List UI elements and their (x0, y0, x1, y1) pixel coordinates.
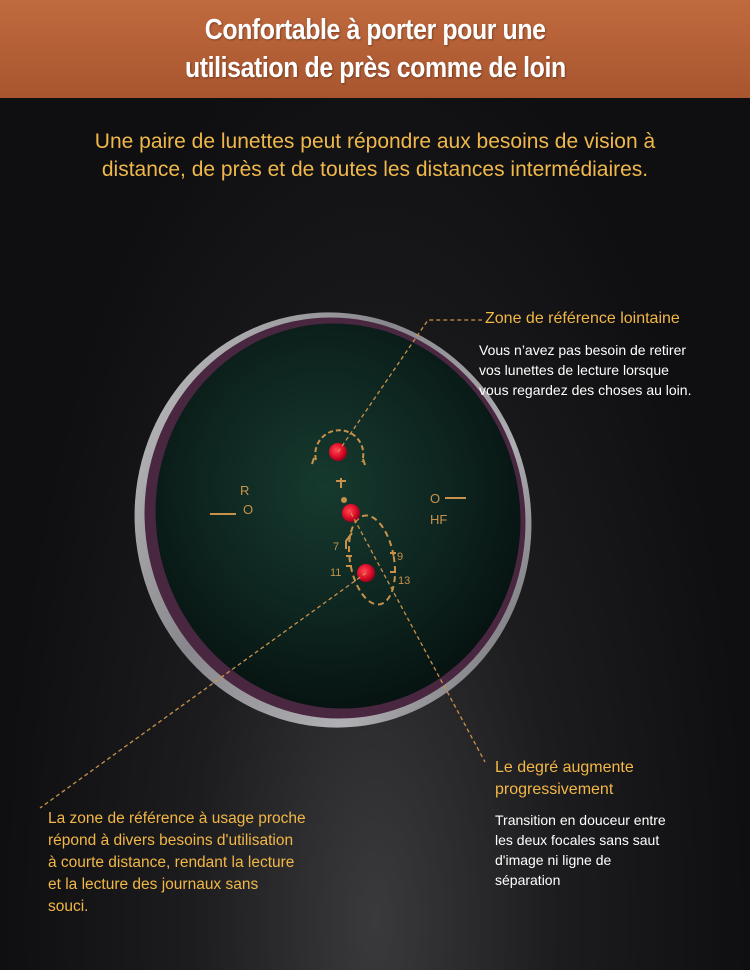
left-letter-r: R (240, 483, 250, 498)
progressive-line-2: les deux focales sans saut (495, 832, 660, 848)
near-zone-line-5: souci. (48, 898, 89, 915)
progressive-line-1: Transition en douceur entre (495, 812, 666, 828)
far-zone-line-1: Vous n’avez pas besoin de retirer (479, 342, 687, 358)
progressive-line-3: d'image ni ligne de (495, 852, 612, 868)
far-zone-line-3: vous regardez des choses au loin. (479, 382, 692, 398)
center-dot (341, 497, 347, 503)
near-zone-line-1: La zone de référence à usage proche (48, 810, 306, 827)
far-zone-description (479, 340, 691, 400)
progressive-description (495, 810, 666, 890)
scale-label-13: 13 (398, 575, 411, 587)
scale-label-9: 9 (397, 551, 404, 563)
intro-text-line-2: distance, de près et de toutes les distances intermédiaires. (101, 158, 649, 181)
right-letter-o: O (430, 491, 441, 506)
banner-title-line-2: utilisation de près comme de loin (184, 52, 566, 84)
progressive-title-line-1: Le degré augmente (495, 759, 634, 776)
progressive-line-4: séparation (495, 872, 561, 888)
scale-label-11: 11 (330, 567, 342, 579)
left-letter-o: O (243, 502, 254, 517)
intro-text-line-1: Une paire de lunettes peut répondre aux besoins de vision à (94, 130, 656, 153)
progressive-title-line-2: progressivement (495, 781, 614, 798)
far-zone-title: Zone de référence lointaine (485, 310, 680, 327)
banner-title-line-1: Confortable à porter pour une (204, 14, 546, 46)
near-zone-line-2: répond à divers besoins d'utilisation (48, 832, 294, 849)
near-zone-description (48, 808, 306, 918)
progressive-title (495, 757, 634, 801)
far-zone-line-2: vos lunettes de lecture lorsque (479, 362, 669, 378)
near-zone-line-4: et la lecture des journaux sans (48, 876, 259, 893)
right-letter-hf: HF (430, 512, 448, 527)
near-zone-line-3: à courte distance, rendant la lecture (48, 854, 295, 871)
scale-label-7: 7 (333, 541, 340, 553)
